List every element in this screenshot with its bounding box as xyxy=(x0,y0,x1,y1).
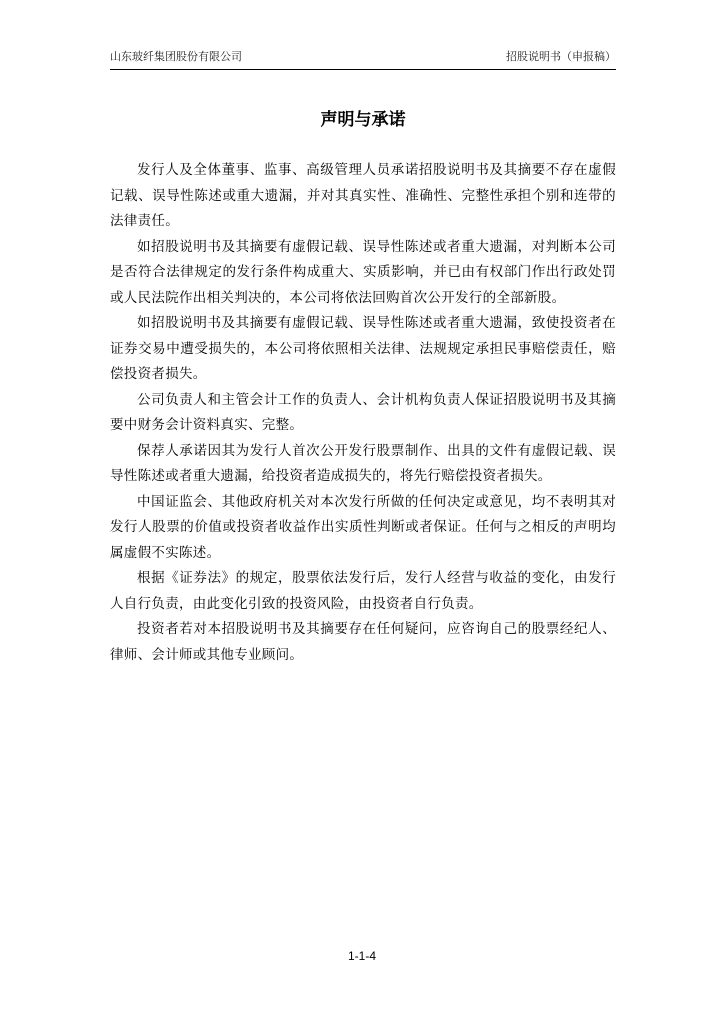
header-divider xyxy=(110,69,616,70)
paragraph: 保荐人承诺因其为发行人首次公开发行股票制作、出具的文件有虚假记载、误导性陈述或者重大遗漏，给投资者造成损失的，将先行赔偿投资者损失。 xyxy=(110,442,616,484)
document-body xyxy=(110,158,616,668)
page-title: 声明与承诺 xyxy=(320,110,406,130)
paragraph: 公司负责人和主管会计工作的负责人、会计机构负责人保证招股说明书及其摘要中财务会计资料真实、完整。 xyxy=(110,391,616,433)
paragraph: 如招股说明书及其摘要有虚假记载、误导性陈述或者重大遗漏，致使投资者在证券交易中遭受损失的，本公司将依照相关法律、法规规定承担民事赔偿责任，赔偿投资者损失。 xyxy=(110,315,616,382)
paragraph: 发行人及全体董事、监事、高级管理人员承诺招股说明书及其摘要不存在虚假记载、误导性陈述或重大遗漏，并对其真实性、准确性、完整性承担个别和连带的法律责任。 xyxy=(110,162,616,229)
header-document-type: 招股说明书（申报稿） xyxy=(506,50,616,63)
page-header xyxy=(110,48,616,66)
paragraph: 根据《证券法》的规定，股票依法发行后，发行人经营与收益的变化，由发行人自行负责，由此变化引致的投资风险，由投资者自行负责。 xyxy=(110,570,616,612)
header-company-name: 山东玻纤集团股份有限公司 xyxy=(110,50,242,63)
paragraph: 投资者若对本招股说明书及其摘要存在任何疑问，应咨询自己的股票经纪人、律师、会计师或其他专业顾问。 xyxy=(110,621,616,663)
paragraph: 如招股说明书及其摘要有虚假记载、误导性陈述或者重大遗漏，对判断本公司是否符合法律规定的发行条件构成重大、实质影响，并已由有权部门作出行政处罚或人民法院作出相关判决的，本公司将依法回购首次公开发行的全部新股。 xyxy=(110,238,616,306)
page-number: 1-1-4 xyxy=(347,949,376,963)
paragraph: 中国证监会、其他政府机关对本次发行所做的任何决定或意见，均不表明其对发行人股票的价值或投资者收益作出实质性判断或者保证。任何与之相反的声明均属虚假不实陈述。 xyxy=(110,493,616,561)
